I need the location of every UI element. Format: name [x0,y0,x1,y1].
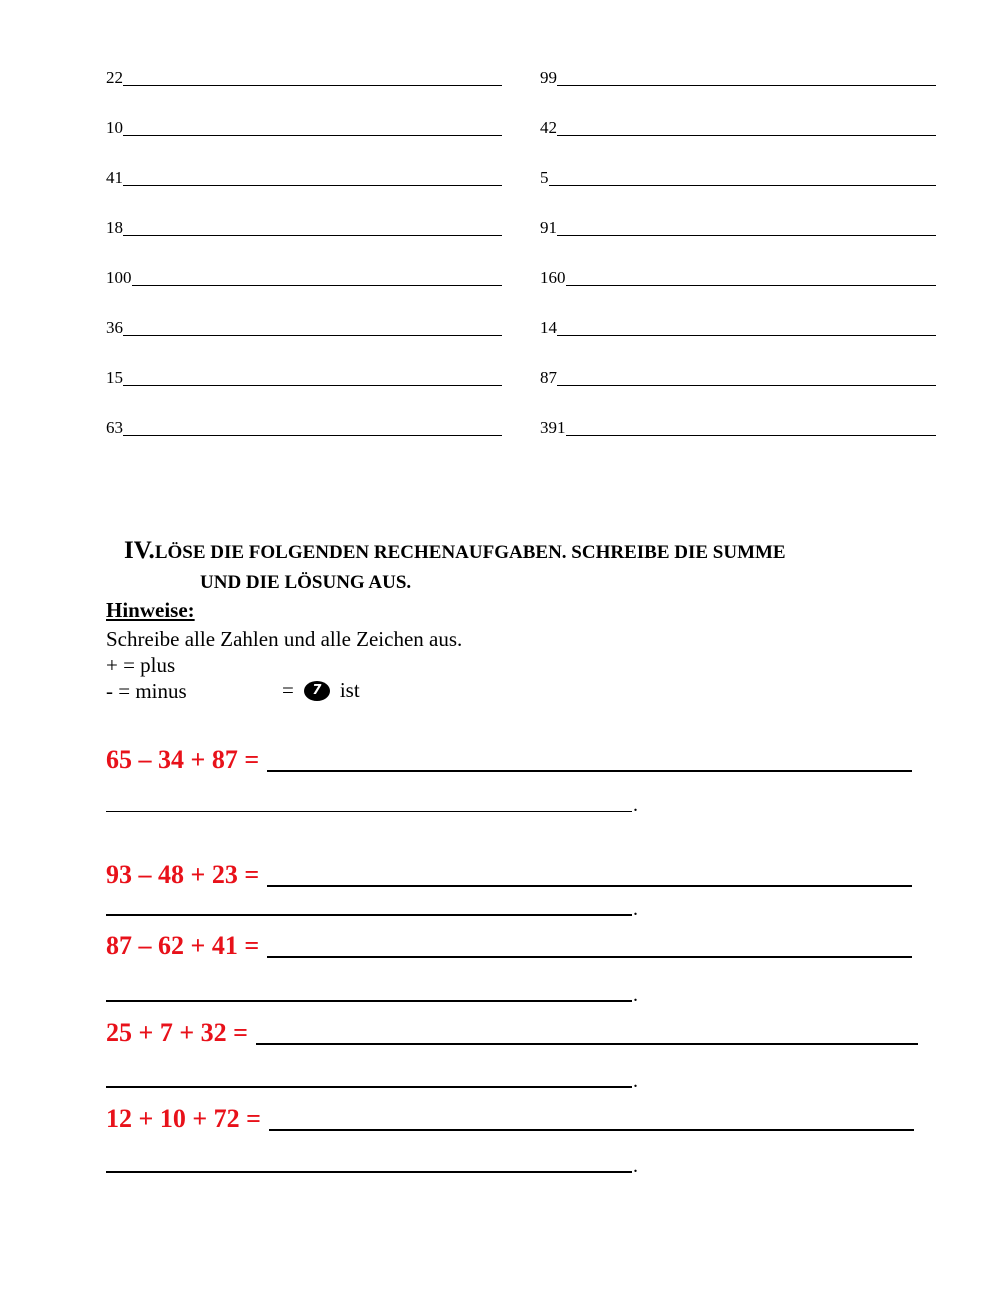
answer-line[interactable] [256,1043,918,1045]
number-label: 14 [540,318,557,337]
number-row[interactable] [540,113,936,137]
continuation-row[interactable] [106,1155,646,1177]
write-line[interactable] [123,235,502,236]
write-line[interactable] [557,335,936,336]
number-label: 160 [540,268,566,287]
number-row[interactable] [106,263,502,287]
continuation-line[interactable] [106,914,632,916]
line-end-dot: . [633,984,638,1006]
hint-text: Schreibe alle Zahlen und alle Zeichen aus. [106,627,463,651]
answer-line[interactable] [267,956,912,958]
number-row[interactable] [540,63,936,87]
write-line[interactable] [123,85,502,86]
number-row[interactable] [540,413,936,437]
answer-line[interactable] [269,1129,914,1131]
number-label: 5 [540,168,549,187]
number-label: 41 [106,168,123,187]
task-row [106,1106,914,1132]
hint-equals [282,678,360,703]
number-row[interactable] [540,363,936,387]
task-expression: 93 – 48 + 23 = [106,860,260,889]
continuation-row[interactable] [106,898,646,920]
task-expression: 65 – 34 + 87 = [106,745,260,774]
number-label: 22 [106,68,123,87]
task-row [106,933,912,959]
hint-minus: - = minus [106,679,187,703]
continuation-line[interactable] [106,811,632,812]
number-row[interactable] [106,313,502,337]
task-row [106,862,912,888]
task-expression: 12 + 10 + 72 = [106,1104,261,1133]
answer-line[interactable] [267,770,912,772]
write-line[interactable] [549,185,937,186]
hints-heading: Hinweise: [106,598,195,622]
line-end-dot: . [633,1155,638,1177]
number-label: 99 [540,68,557,87]
task-expression: 87 – 62 + 41 = [106,931,260,960]
answer-line[interactable] [267,885,912,887]
number-badge-icon: 7 [304,681,330,701]
hint-plus: + = plus [106,653,176,677]
write-line[interactable] [566,435,937,436]
number-label: 36 [106,318,123,337]
equals-sign: = [282,678,294,702]
number-label: 10 [106,118,123,137]
task-expression: 25 + 7 + 32 = [106,1018,248,1047]
section-title-line1: LÖSE DIE FOLGENDEN RECHENAUFGABEN. SCHREIBE DIE SUMME [154,542,786,563]
number-label: 91 [540,218,557,237]
section-title-line2: UND DIE LÖSUNG AUS. [200,572,412,593]
line-end-dot: . [633,1070,638,1092]
line-end-dot: . [633,794,638,816]
write-line[interactable] [566,285,937,286]
number-row[interactable] [106,363,502,387]
write-line[interactable] [123,335,502,336]
write-line[interactable] [123,385,502,386]
number-label: 391 [540,418,566,437]
number-row[interactable] [540,263,936,287]
write-line[interactable] [557,385,936,386]
number-label: 87 [540,368,557,387]
number-row[interactable] [106,63,502,87]
number-label: 100 [106,268,132,287]
write-line[interactable] [123,185,502,186]
number-row[interactable] [540,313,936,337]
equals-word: ist [339,678,360,702]
number-row[interactable] [540,163,936,187]
number-row[interactable] [540,213,936,237]
write-line[interactable] [132,285,503,286]
write-line[interactable] [557,135,936,136]
number-row[interactable] [106,163,502,187]
line-end-dot: . [633,898,638,920]
number-label: 63 [106,418,123,437]
continuation-row[interactable] [106,984,646,1006]
write-line[interactable] [557,85,936,86]
continuation-line[interactable] [106,1086,632,1088]
number-row[interactable] [106,113,502,137]
task-row [106,747,912,773]
section-number: IV. [124,537,155,564]
continuation-line[interactable] [106,1171,632,1173]
continuation-row[interactable] [106,794,646,816]
number-label: 15 [106,368,123,387]
write-line[interactable] [123,135,502,136]
write-line[interactable] [123,435,502,436]
number-label: 18 [106,218,123,237]
continuation-row[interactable] [106,1070,646,1092]
number-label: 42 [540,118,557,137]
section-title [124,536,944,593]
number-row[interactable] [106,213,502,237]
continuation-line[interactable] [106,1000,632,1002]
write-line[interactable] [557,235,936,236]
number-row[interactable] [106,413,502,437]
task-row [106,1020,918,1046]
